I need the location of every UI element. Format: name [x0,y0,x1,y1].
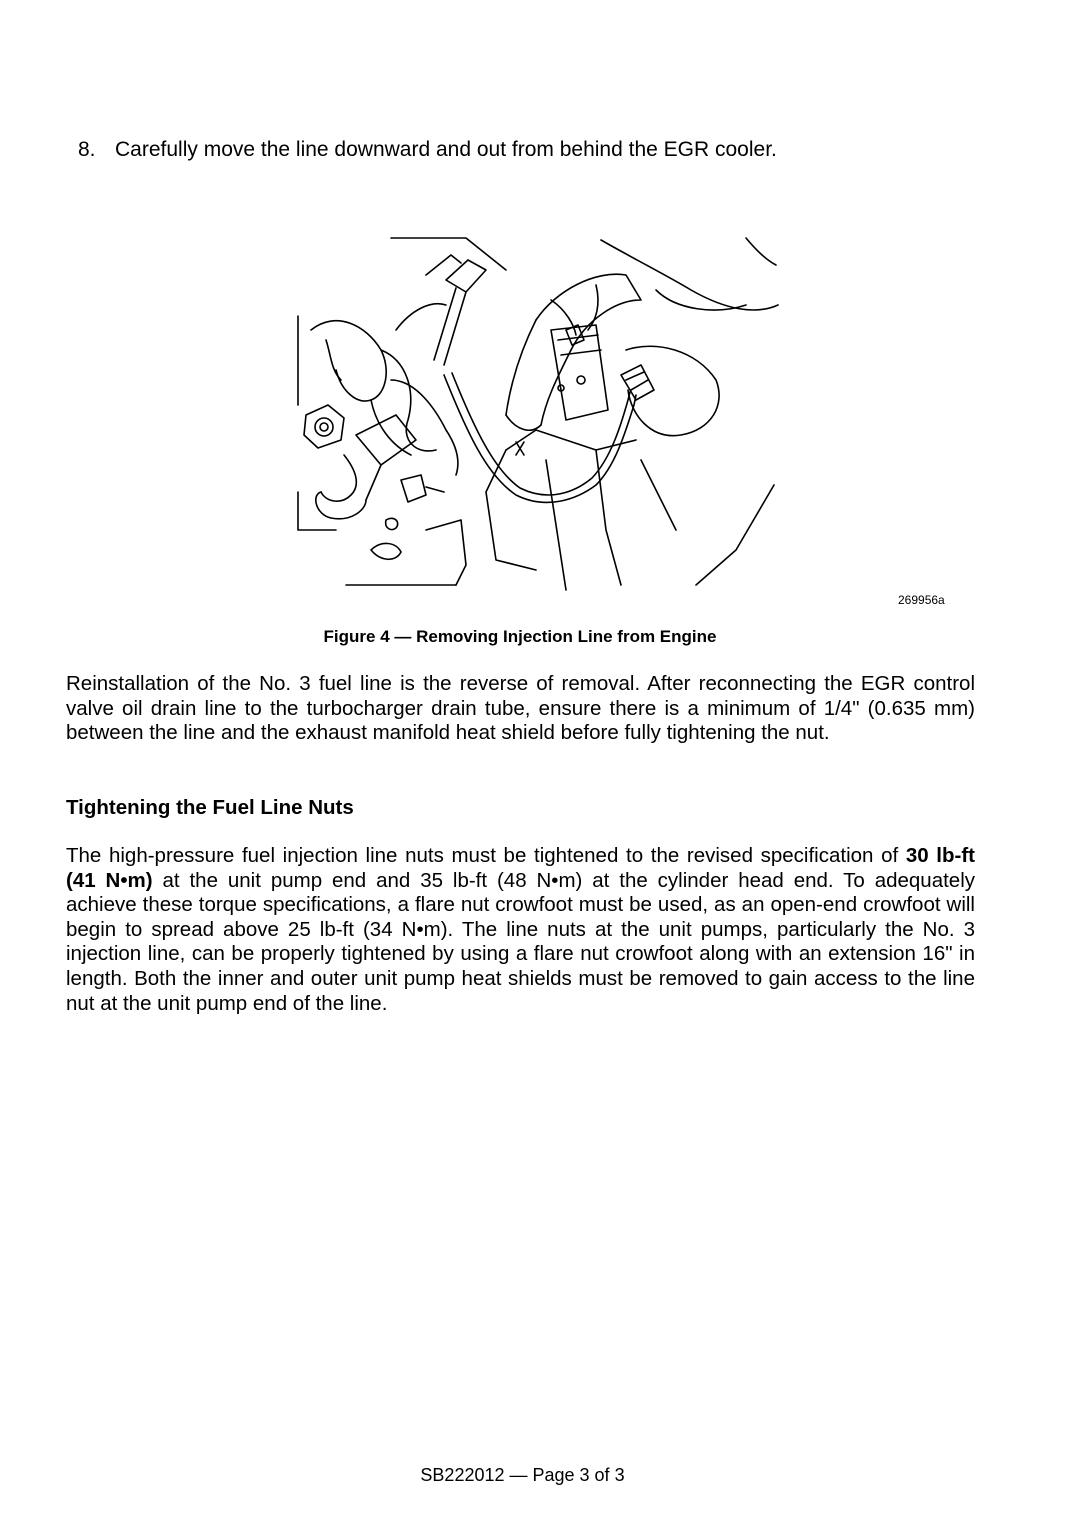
engine-illustration [296,230,782,592]
step-8 [78,136,777,164]
torque-spec-bold: 30 lb-ft (41 N•m) [66,844,975,892]
paragraph-tightening-intro: The high-pressure fuel injection line nuts must be tightened to the revised specification of [66,844,899,867]
page-footer: SB222012 — Page 3 of 3 [420,1465,625,1485]
section-heading: Tightening the Fuel Line Nuts [66,796,354,819]
step-number: 8. [78,138,96,161]
figure-id: 269956a [898,593,945,607]
step-text: Carefully move the line downward and out from behind the EGR cooler. [115,138,777,161]
paragraph-tightening-rest: at the unit pump end and 35 lb-ft (48 N•m) at the cylinder head end. To adequately achieve these torque specifications, a flare nut crowfoot must be used, as an open-end crowfoot will begin to spread above 25 lb-ft (34 N•m). The line nuts at the unit pumps, particularly the No. 3 injection line, can be properly tightened by using a flare nut crowfoot along with an extension 16" in length. Both the inner and outer unit pump heat shields must be removed to gain access to the line nut at the unit pump end of the line. [66,868,975,1015]
paragraph-tightening [66,844,975,1016]
paragraph-reinstallation: Reinstallation of the No. 3 fuel line is the reverse of removal. After reconnecting the EGR control valve oil drain line to the turbocharger drain tube, ensure there is a minimum of 1/4" (0.635 mm) between the line and the exhaust manifold heat shield before fully tightening the nut. [66,672,975,745]
figure-caption: Figure 4 — Removing Injection Line from Engine [323,627,717,646]
